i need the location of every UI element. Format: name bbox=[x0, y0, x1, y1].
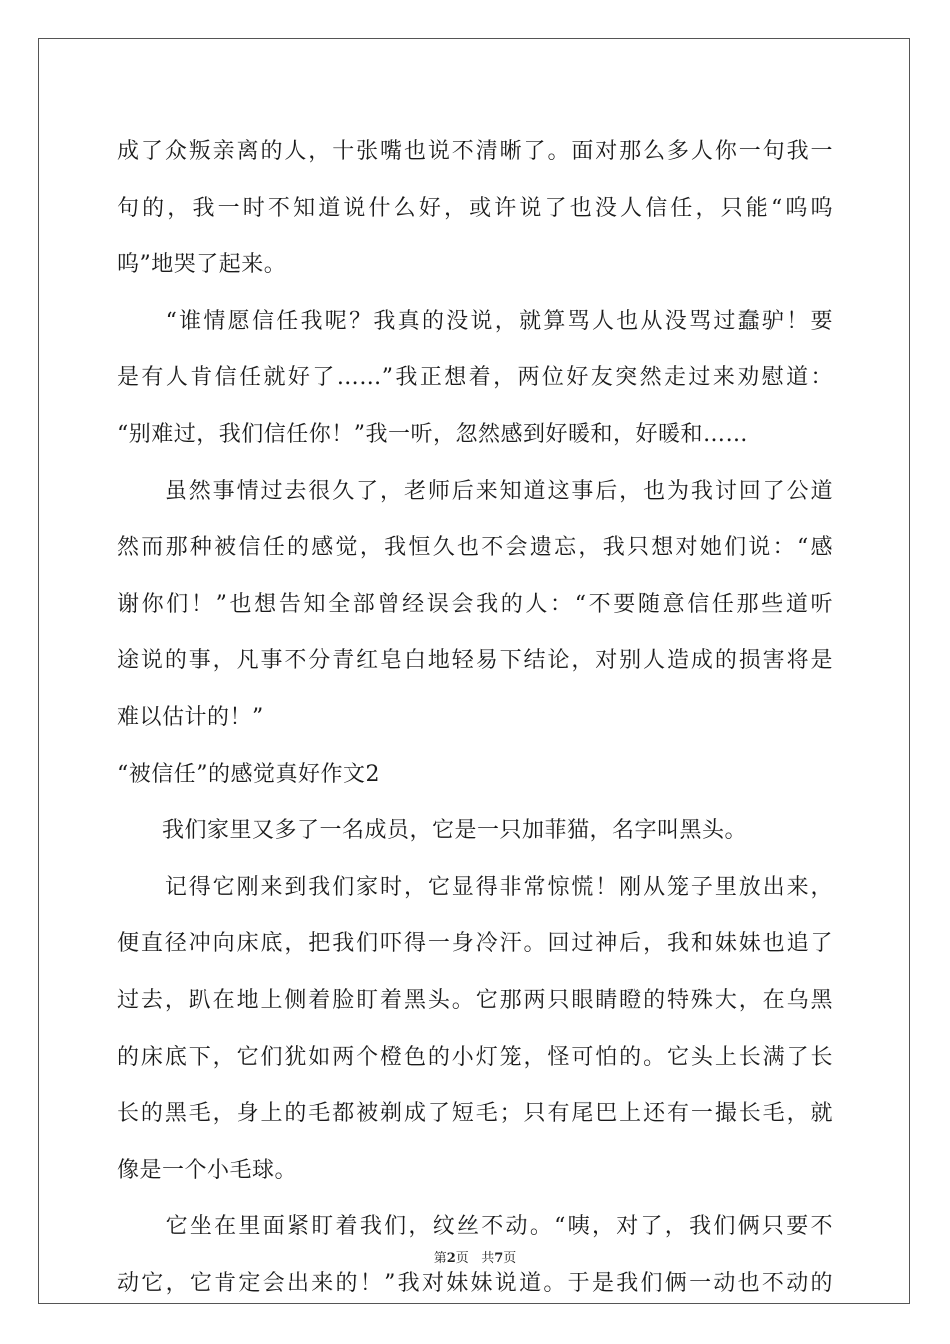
body-line: “被信任”的感觉真好作文2 bbox=[117, 761, 380, 787]
body-line: 虽然事情过去很久了，老师后来知道这事后，也为我讨回了公道 bbox=[117, 478, 833, 504]
body-line: 像是一个小毛球。 bbox=[117, 1157, 298, 1183]
footer-total-suffix: 页 bbox=[503, 1251, 517, 1266]
footer-page-prefix: 第 bbox=[433, 1251, 447, 1266]
body-line: “谁情愿信任我呢？我真的没说，就算骂人也从没骂过蠢驴！要 bbox=[117, 308, 833, 334]
body-line: 句的，我一时不知道说什么好，或许说了也没人信任，只能“呜呜 bbox=[117, 195, 833, 221]
document-body bbox=[117, 124, 833, 1312]
body-line: 动它，它肯定会出来的！”我对妹妹说道。于是我们俩一动也不动的 bbox=[117, 1270, 833, 1296]
body-line: 呜”地哭了起来。 bbox=[117, 252, 287, 278]
body-line: 记得它刚来到我们家时，它显得非常惊慌！刚从笼子里放出来， bbox=[117, 874, 833, 900]
body-line: 然而那种被信任的感觉，我恒久也不会遗忘，我只想对她们说：“感 bbox=[117, 535, 833, 561]
body-line: 便直径冲向床底，把我们吓得一身冷汗。回过神后，我和妹妹也追了 bbox=[117, 931, 833, 957]
footer-page-number: 2 bbox=[446, 1251, 456, 1266]
body-line: 过去，趴在地上侧着脸盯着黑头。它那两只眼睛瞪的特殊大，在乌黑 bbox=[117, 987, 833, 1013]
body-line: 长的黑毛，身上的毛都被剃成了短毛；只有尾巴上还有一撮长毛，就 bbox=[117, 1101, 833, 1127]
body-line: 是有人肯信任就好了……”我正想着，两位好友突然走过来劝慰道： bbox=[117, 365, 833, 391]
body-line: 它坐在里面紧盯着我们，纹丝不动。“咦，对了，我们俩只要不 bbox=[117, 1214, 833, 1240]
footer-total-prefix: 共 bbox=[481, 1251, 495, 1266]
body-line: 途说的事，凡事不分青红皂白地轻易下结论，对别人造成的损害将是 bbox=[117, 648, 833, 674]
body-line: 谢你们！”也想告知全部曾经误会我的人：“不要随意信任那些道听 bbox=[117, 591, 833, 617]
body-line: 我们家里又多了一名成员，它是一只加菲猫，名字叫黑头。 bbox=[117, 818, 748, 844]
body-line: 的床底下，它们犹如两个橙色的小灯笼，怪可怕的。它头上长满了长 bbox=[117, 1044, 833, 1070]
body-line: 难以估计的！” bbox=[117, 704, 264, 730]
page-footer bbox=[0, 1247, 950, 1266]
body-line: 成了众叛亲离的人，十张嘴也说不清晰了。面对那么多人你一句我一 bbox=[117, 139, 833, 164]
footer-page-suffix: 页 bbox=[455, 1251, 469, 1266]
body-line: “别难过，我们信任你！”我一听，忽然感到好暖和，好暖和…… bbox=[117, 421, 748, 447]
footer-total-number: 7 bbox=[494, 1251, 504, 1266]
